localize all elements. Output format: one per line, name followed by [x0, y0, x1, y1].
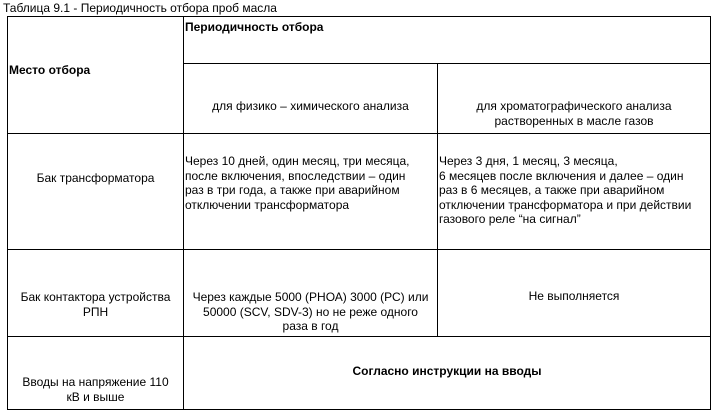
row-2-place [8, 290, 183, 319]
row-1-chromo [439, 154, 710, 227]
header-periodicity: Периодичность отбора [185, 20, 324, 34]
row-3-place [8, 375, 183, 404]
header-physchem: для физико – химического анализа [212, 99, 409, 113]
row-2-chromo: Не выполняется [528, 289, 620, 303]
row-1-chromo-line: раз в 6 месяцев, а также при аварийном [439, 183, 665, 197]
row-2-place-line: РПН [82, 304, 109, 319]
row-3-place-line: кВ и выше [66, 389, 125, 404]
table-caption: Таблица 9.1 - Периодичность отбора проб масла [3, 1, 277, 15]
header-place: Место отбора [9, 63, 91, 77]
row-2-place-line: Бак контактора устройства [20, 290, 171, 304]
row-1-physchem [185, 154, 437, 212]
row-1-physchem-line: раз в три года, а также при аварийном [185, 183, 400, 197]
table-border-right [710, 16, 711, 410]
sampling-periodicity-table [7, 16, 711, 410]
row-1-physchem-line: отключении трансформатора [185, 197, 350, 212]
row-2-physchem-line: раза в год [282, 319, 339, 333]
table-border-left [7, 16, 8, 410]
row-2-physchem [184, 290, 437, 334]
header-chromo-line-1: для хроматографического анализа [476, 99, 672, 113]
header-divider [183, 63, 711, 64]
header-chromo-line-2: растворенных в масле газов [494, 113, 654, 128]
row-1-chromo-line: отключении трансформатора и при действии [439, 197, 692, 212]
row-2-physchem-line: 50000 (SCV, SDV-3) но не реже одного [203, 304, 418, 319]
row-1-chromo-line: Через 3 дня, 1 месяц, 3 месяца, [439, 154, 618, 168]
row-1-chromo-line: 6 месяцев после включения и далее – один [439, 168, 684, 183]
row-1-chromo-line: газового реле “на сигнал” [439, 212, 581, 226]
row-2-physchem-line: Через каждые 5000 (РНОА) 3000 (РС) или [192, 290, 429, 304]
row-3-merged: Согласно инструкции на вводы [352, 364, 542, 378]
row-1-physchem-line: Через 10 дней, один месяц, три месяца, [185, 154, 410, 168]
row-divider-3 [7, 336, 711, 337]
row-3-place-line: Вводы на напряжение 110 [22, 375, 169, 389]
header-chromo [438, 99, 710, 128]
column-divider-place [183, 16, 184, 410]
row-divider-2 [7, 249, 711, 250]
row-divider-1 [7, 133, 711, 134]
table-border-top [7, 16, 711, 17]
table-border-bottom [7, 409, 711, 410]
row-1-physchem-line: после включения, впоследствии – один [185, 168, 406, 183]
row-1-place: Бак трансформатора [36, 171, 155, 185]
